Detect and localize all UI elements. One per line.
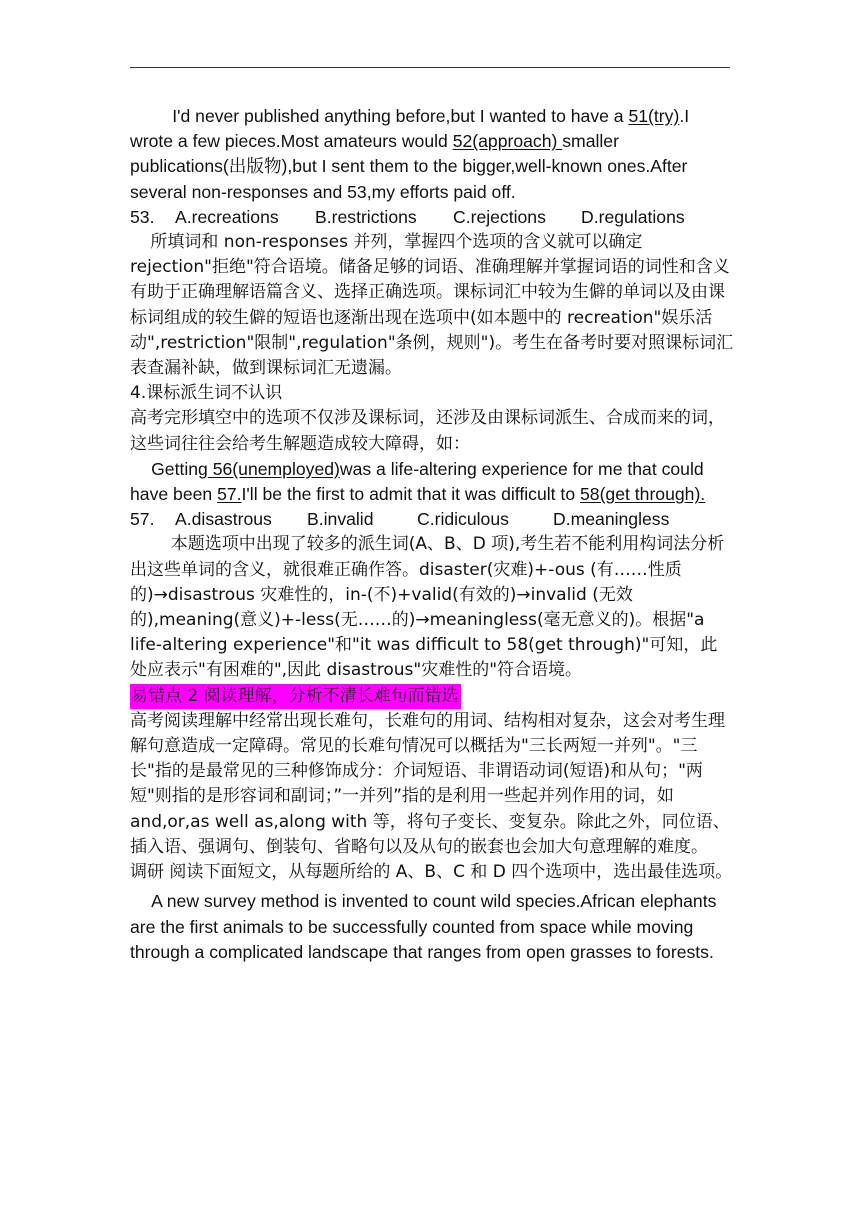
- reading-passage: A new survey method is invented to count wild species.African elephants are the first animals to be successfully counted from space while moving through a complicated landscape that ranges from open grasses to forests.: [130, 891, 717, 962]
- explanation-reading: 高考阅读理解中经常出现长难句，长难句的用词、结构相对复杂，这会对考生理解句意造成一定障碍。常见的长难句情况可以概括为"三长两短一并列"。"三长"指的是最常见的三种修饰成分：介词短语、非谓语动词(短语)和从句；"两短"则指的是形容词和副词；”一并列”指的是利用一些起并列作用的词，如 and,or,as well as,along with 等，将句子变长、变复杂。除此之外，同位语、插入语、强调句、倒装句、省略句以及从句的嵌套也会加大句意理解的难度。: [130, 710, 730, 857]
- section-intro-4: 高考完形填空中的选项不仅涉及课标词，还涉及由课标词派生、合成而来的词，这些词往往会给考生解题造成较大障碍，如：: [130, 408, 725, 454]
- question-number: 57.: [130, 509, 155, 530]
- document-body: [130, 104, 734, 965]
- explanation-57: 本题选项中出现了较多的派生词(A、B、D 项),考生若不能利用构词法分析出这些单词的含义，就很难正确作答。disaster(灾难)+-ous (有……性质的)→disastrous 灾难性的，in-(不)+valid(有效的)→invalid (无效的),meaning(意义)+-less(无……的)→meaningless(毫无意义的)。根据"a life-altering experience"和"it was difficult to 58(get through)"可知，此处应表示"有困难的",因此 disastrous"灾难性的"符合语境。: [130, 534, 725, 681]
- blank-52: 52(approach): [452, 131, 563, 152]
- task-instruction: 调研 阅读下面短文，从每题所给的 A、B、C 和 D 四个选项中，选出最佳选项。: [130, 862, 733, 883]
- text-segment: I'd never published anything before,but I wanted to have a: [172, 106, 629, 126]
- question-57-options: [130, 507, 734, 532]
- text-segment: Getting: [151, 458, 208, 479]
- paragraph-56-58: [130, 457, 734, 507]
- paragraph-51-53: [130, 104, 734, 205]
- blank-58: 58(get through).: [580, 484, 706, 505]
- option-b: B.restrictions: [315, 206, 417, 227]
- option-a: A.disastrous: [175, 509, 272, 530]
- blank-51: 51(try): [628, 106, 680, 126]
- blank-56: 56(unemployed): [207, 458, 340, 479]
- option-c: C.rejections: [453, 206, 546, 227]
- header-rule: [130, 67, 730, 68]
- option-d: D.regulations: [581, 206, 685, 227]
- text-segment: I'll be the first to admit that it was difficult to: [241, 484, 580, 505]
- question-number: 53.: [130, 206, 155, 227]
- text-segment: .I wrote a few pieces.Most amateurs would: [130, 106, 690, 152]
- option-c: C.ridiculous: [417, 509, 509, 530]
- text-segment: smaller publications(出版物),but I sent them to the bigger,well-known ones.After several non-responses and 53,my efforts paid off.: [130, 131, 688, 202]
- section-heading-4: 4.课标派生词不认识: [130, 383, 283, 404]
- option-d: D.meaningless: [553, 509, 670, 530]
- highlight-line: [130, 684, 734, 709]
- option-a: A.recreations: [175, 206, 279, 227]
- text-segment: was a life-altering experience for me that could have been: [130, 458, 704, 505]
- blank-57: 57.: [217, 484, 242, 505]
- option-b: B.invalid: [307, 509, 374, 530]
- question-53-options: [130, 205, 734, 230]
- highlighted-heading: 易错点 2 阅读理解，分析不清长难句而错选: [130, 684, 461, 709]
- explanation-53: 所填词和 non-responses 并列，掌握四个选项的含义就可以确定 rejection"拒绝"符合语境。储备足够的词语、准确理解并掌握词语的词性和含义有助于正确理解语篇含义、选择正确选项。课标词汇中较为生僻的单词以及由课标词组成的较生僻的短语也逐渐出现在选项中(如本题中的 recreation"娱乐活动",restriction"限制",regulation"条例，规则")。考生在备考时要对照课标词汇表查漏补缺，做到课标词汇无遗漏。: [130, 232, 734, 379]
